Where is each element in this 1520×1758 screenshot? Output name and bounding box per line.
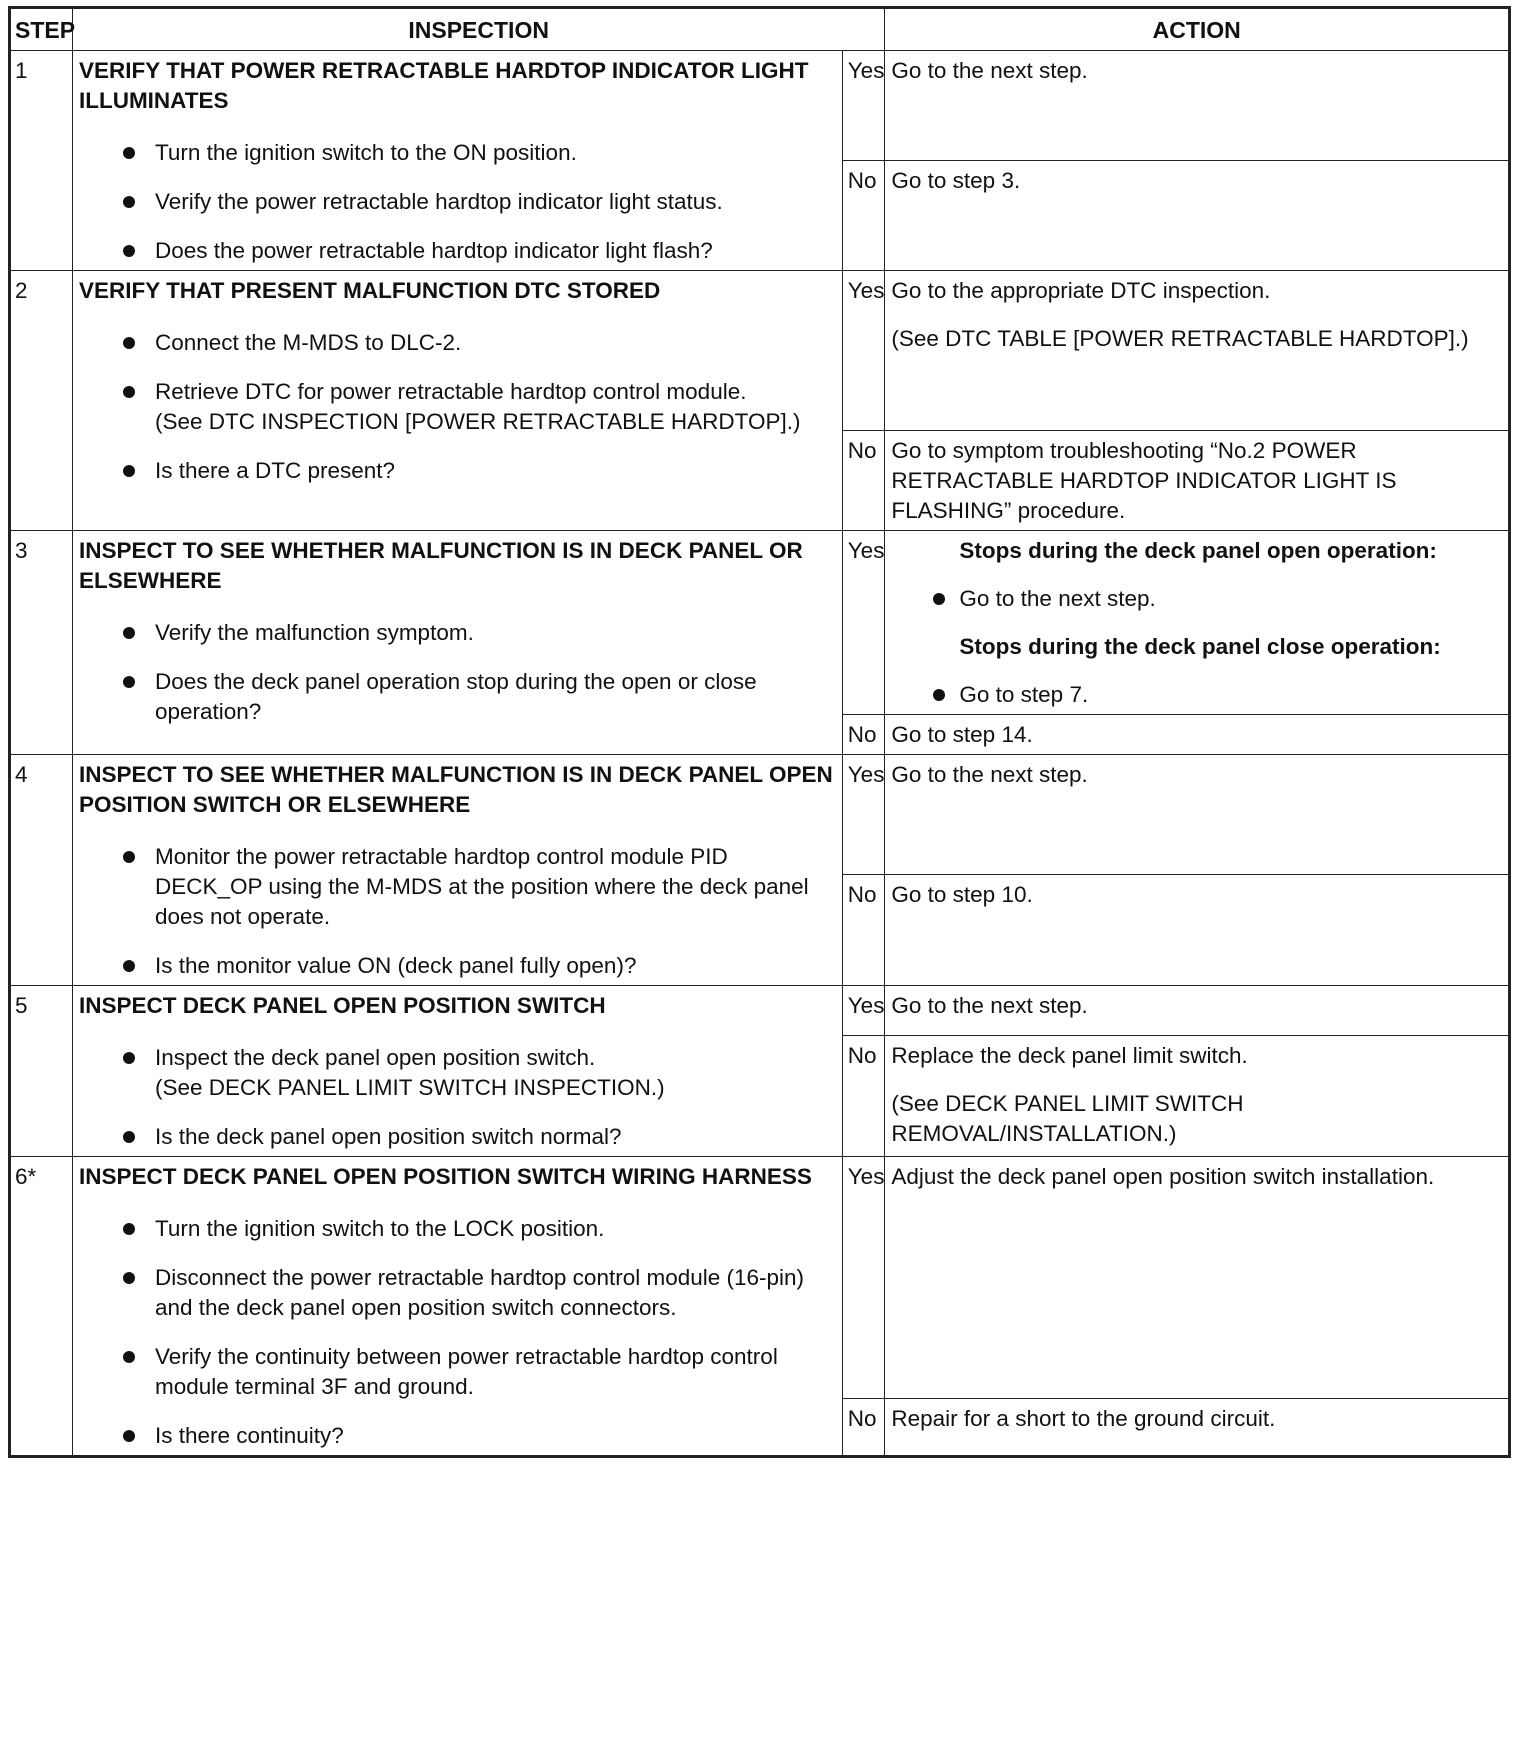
- step-bullets: [79, 1043, 836, 1073]
- bullet-item: Go to the next step.: [891, 584, 1502, 614]
- action-text: Adjust the deck panel open position switch installation.: [891, 1164, 1435, 1189]
- bullet-item: Is there a DTC present?: [79, 456, 836, 486]
- action-no: [885, 875, 1510, 986]
- troubleshooting-table: [8, 6, 1511, 1458]
- action-text: Go to step 3.: [891, 168, 1021, 193]
- answer-no: No: [842, 1036, 885, 1157]
- answer-no: No: [842, 875, 885, 986]
- bullet-item: Inspect the deck panel open position switch.: [79, 1043, 836, 1073]
- step-2-yes-row: [10, 271, 1510, 431]
- bullet-item: Is the monitor value ON (deck panel fully open)?: [79, 951, 836, 981]
- step-inspection: [72, 986, 842, 1157]
- answer-yes: Yes: [842, 271, 885, 431]
- step-6-yes-row: [10, 1157, 1510, 1399]
- bullet-item: Turn the ignition switch to the ON position.: [79, 138, 836, 168]
- action-text: Go to the next step.: [891, 762, 1088, 787]
- step-1-yes-row: [10, 51, 1510, 161]
- step-inspection: [72, 51, 842, 271]
- answer-yes: Yes: [842, 531, 885, 715]
- action-no: [885, 1399, 1510, 1457]
- step-number: 4: [10, 755, 73, 986]
- answer-no: No: [842, 431, 885, 531]
- bullet-item: Verify the malfunction symptom.: [79, 618, 836, 648]
- step-3-yes-row: [10, 531, 1510, 715]
- header-inspection: INSPECTION: [72, 8, 884, 51]
- answer-yes: Yes: [842, 986, 885, 1036]
- header-action: ACTION: [885, 8, 1510, 51]
- step-number: 2: [10, 271, 73, 531]
- action-no: [885, 161, 1510, 271]
- step-note: (See DECK PANEL LIMIT SWITCH INSPECTION.): [154, 1075, 665, 1100]
- action-text: Go to step 10.: [891, 882, 1033, 907]
- bullet-item: Disconnect the power retractable hardtop control module (16-pin) and the deck panel open position switch connectors.: [79, 1263, 836, 1323]
- troubleshooting-page: [8, 6, 1511, 1458]
- step-4-yes-row: [10, 755, 1510, 875]
- step-title: INSPECT TO SEE WHETHER MALFUNCTION IS IN DECK PANEL OR ELSEWHERE: [78, 538, 803, 593]
- step-inspection: [72, 1157, 842, 1457]
- step-inspection: [72, 271, 842, 531]
- step-bullets: [79, 328, 836, 407]
- bullet-item: Does the deck panel operation stop during the open or close operation?: [79, 667, 836, 727]
- step-bullets: [79, 138, 836, 266]
- step-inspection: [72, 755, 842, 986]
- action-text: Go to the appropriate DTC inspection.: [891, 278, 1271, 303]
- step-note: (See DTC INSPECTION [POWER RETRACTABLE HARDTOP].): [154, 409, 801, 434]
- bullet-item: Does the power retractable hardtop indicator light flash?: [79, 236, 836, 266]
- action-note: (See DECK PANEL LIMIT SWITCH REMOVAL/INSTALLATION.): [891, 1091, 1244, 1146]
- action-yes: [885, 271, 1510, 431]
- answer-yes: Yes: [842, 755, 885, 875]
- bullet-item: Verify the power retractable hardtop indicator light status.: [79, 187, 836, 217]
- answer-no: No: [842, 715, 885, 755]
- action-no: [885, 431, 1510, 531]
- action-no: [885, 715, 1510, 755]
- step-number: 1: [10, 51, 73, 271]
- step-title: VERIFY THAT PRESENT MALFUNCTION DTC STORED: [78, 278, 661, 303]
- action-yes: [885, 1157, 1510, 1399]
- answer-yes: Yes: [842, 51, 885, 161]
- step-bullets: [79, 618, 836, 727]
- step-bullets: [79, 456, 836, 486]
- action-yes: [885, 986, 1510, 1036]
- bullet-item: Verify the continuity between power retractable hardtop control module terminal 3F and ground.: [79, 1342, 836, 1402]
- action-no: [885, 1036, 1510, 1157]
- answer-no: No: [842, 1399, 885, 1457]
- action-bullets: [891, 584, 1502, 614]
- step-number: 3: [10, 531, 73, 755]
- bullet-item: Retrieve DTC for power retractable hardtop control module.: [79, 377, 836, 407]
- answer-no: No: [842, 161, 885, 271]
- step-title: INSPECT DECK PANEL OPEN POSITION SWITCH: [78, 993, 606, 1018]
- action-yes: [885, 51, 1510, 161]
- step-bullets: [79, 842, 836, 981]
- step-bullets: [79, 1214, 836, 1451]
- action-condition-open: Stops during the deck panel open operation:: [959, 538, 1437, 563]
- step-5-yes-row: [10, 986, 1510, 1036]
- action-condition-close: Stops during the deck panel close operation:: [959, 634, 1441, 659]
- bullet-item: Monitor the power retractable hardtop control module PID DECK_OP using the M-MDS at the position where the deck panel does not operate.: [79, 842, 836, 932]
- action-text: Go to the next step.: [891, 993, 1088, 1018]
- step-title: INSPECT DECK PANEL OPEN POSITION SWITCH WIRING HARNESS: [78, 1164, 812, 1189]
- step-number: 6*: [10, 1157, 73, 1457]
- bullet-item: Is there continuity?: [79, 1421, 836, 1451]
- action-text: Go to step 14.: [891, 722, 1033, 747]
- bullet-item: Go to step 7.: [891, 680, 1502, 710]
- step-bullets: [79, 1122, 836, 1152]
- step-inspection: [72, 531, 842, 755]
- action-yes: [885, 755, 1510, 875]
- action-text: Go to symptom troubleshooting “No.2 POWER RETRACTABLE HARDTOP INDICATOR LIGHT IS FLASHING” procedure.: [891, 438, 1397, 523]
- action-bullets: [891, 680, 1502, 710]
- answer-yes: Yes: [842, 1157, 885, 1399]
- action-yes: [885, 531, 1510, 715]
- action-text: Repair for a short to the ground circuit.: [891, 1406, 1276, 1431]
- action-text: Replace the deck panel limit switch.: [891, 1043, 1248, 1068]
- step-number: 5: [10, 986, 73, 1157]
- bullet-item: Turn the ignition switch to the LOCK position.: [79, 1214, 836, 1244]
- action-note: (See DTC TABLE [POWER RETRACTABLE HARDTOP].): [891, 326, 1469, 351]
- action-text: Go to the next step.: [891, 58, 1088, 83]
- header-row: [10, 8, 1510, 51]
- header-step: STEP: [10, 8, 73, 51]
- bullet-item: Is the deck panel open position switch normal?: [79, 1122, 836, 1152]
- bullet-item: Connect the M-MDS to DLC-2.: [79, 328, 836, 358]
- step-title: INSPECT TO SEE WHETHER MALFUNCTION IS IN DECK PANEL OPEN POSITION SWITCH OR ELSEWHERE: [78, 762, 833, 817]
- step-title: VERIFY THAT POWER RETRACTABLE HARDTOP INDICATOR LIGHT ILLUMINATES: [78, 58, 809, 113]
